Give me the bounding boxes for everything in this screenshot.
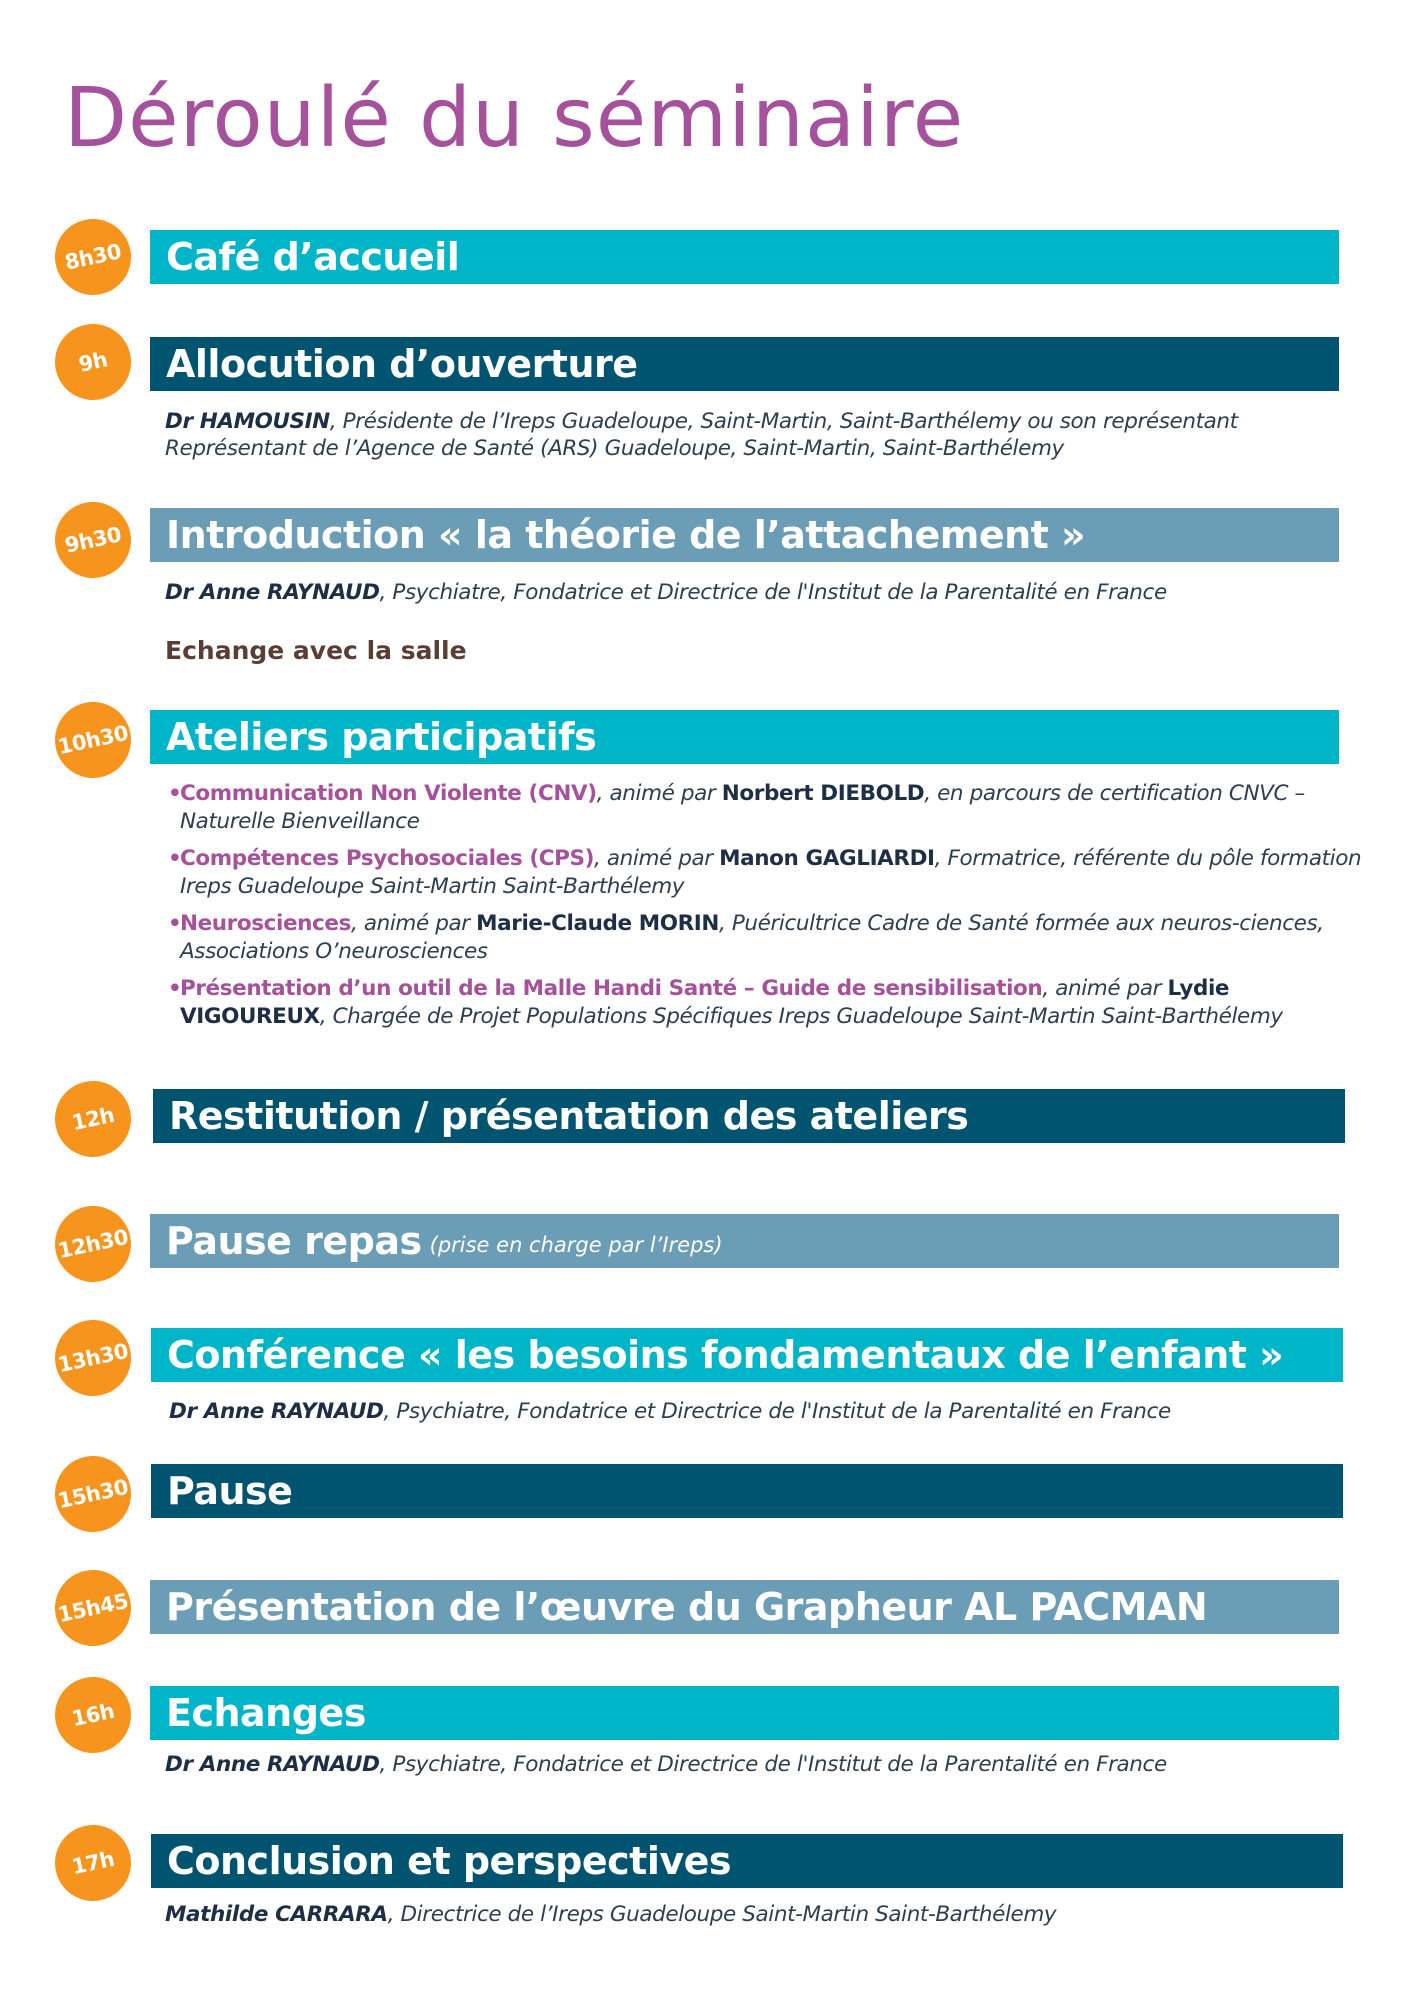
speaker-line <box>165 435 1238 462</box>
session-title-bar <box>151 1464 1343 1518</box>
facilitator-role: , Puéricultrice Cadre de Santé formée aux neuros-ciences, Associations O’neurosciences <box>180 911 1324 964</box>
facilitator-role: , Chargée de Projet Populations Spécifiques Ireps Guadeloupe Saint-Martin Saint-Barthélemy <box>319 1004 1283 1029</box>
session-title: Echanges <box>166 1691 366 1735</box>
workshop-list <box>168 780 1378 1040</box>
speaker-role: , Psychiatre, Fondatrice et Directrice de l'Institut de la Parentalité en France <box>383 1399 1171 1424</box>
speaker-name: Mathilde CARRARA <box>165 1902 388 1927</box>
session-title: Pause <box>167 1469 293 1513</box>
session-title: Conclusion et perspectives <box>167 1839 732 1883</box>
bullet-icon: • <box>168 846 182 871</box>
session-title: Restitution / présentation des ateliers <box>169 1094 969 1138</box>
animated-by: , animé par <box>594 846 720 871</box>
session-title-bar <box>150 508 1339 562</box>
session-title-bar <box>150 710 1339 764</box>
session-title: Café d’accueil <box>166 235 460 279</box>
speaker-info <box>165 1751 1167 1778</box>
animated-by: , animé par <box>350 911 477 936</box>
workshop-item <box>168 845 1378 901</box>
bullet-icon: • <box>168 781 182 806</box>
speaker-role: , Présidente de l’Ireps Guadeloupe, Saint-Martin, Saint-Barthélemy ou son représentant <box>329 409 1238 434</box>
time-badge: 9h30 <box>48 495 138 585</box>
workshop-name: Communication Non Violente (CNV) <box>180 781 597 806</box>
session-title-bar <box>150 1214 1339 1268</box>
session-title-bar <box>151 1834 1343 1888</box>
session-title-bar <box>150 1580 1339 1634</box>
facilitator-name: Norbert DIEBOLD <box>721 781 925 806</box>
time-badge: 15h45 <box>48 1563 138 1653</box>
time-badge: 13h30 <box>48 1313 138 1403</box>
session-subtitle: (prise en charge par l’Ireps) <box>429 1233 723 1257</box>
workshop-name: Compétences Psychosociales (CPS) <box>180 846 595 871</box>
speaker-name: Dr Anne RAYNAUD <box>169 1399 384 1424</box>
speaker-info <box>165 1901 1056 1928</box>
workshop-item <box>168 910 1378 966</box>
speaker-name: Dr HAMOUSIN <box>165 409 330 434</box>
session-title: Ateliers participatifs <box>166 715 597 759</box>
time-badge: 8h30 <box>48 212 138 302</box>
session-title: Pause repas <box>166 1219 422 1263</box>
speaker-role: , Psychiatre, Fondatrice et Directrice de l'Institut de la Parentalité en France <box>379 1752 1167 1777</box>
facilitator-role: , en parcours de certification CNVC – Naturelle Bienveillance <box>180 781 1305 834</box>
facilitator-name: Marie-Claude MORIN <box>476 911 719 936</box>
time-badge: 12h30 <box>48 1199 138 1289</box>
speaker-name: Dr Anne RAYNAUD <box>165 580 380 605</box>
time-badge: 10h30 <box>48 695 138 785</box>
workshop-name: Présentation d’un outil de la Malle Handi Santé – Guide de sensibilisation <box>180 976 1043 1001</box>
animated-by: , animé par <box>596 781 722 806</box>
speaker-info <box>165 579 1167 606</box>
time-badge: 16h <box>48 1670 138 1760</box>
session-title-bar <box>151 1328 1343 1382</box>
workshop-item <box>168 975 1378 1031</box>
time-badge: 17h <box>48 1818 138 1908</box>
session-title: Allocution d’ouverture <box>166 342 638 386</box>
bullet-icon: • <box>168 976 182 1001</box>
session-title-bar <box>150 337 1339 391</box>
facilitator-name: Lydie VIGOUREUX <box>180 976 1230 1029</box>
session-title: Présentation de l’œuvre du Grapheur AL PACMAN <box>166 1585 1208 1629</box>
speaker-info <box>165 408 1238 462</box>
session-title-bar <box>150 230 1339 284</box>
speaker-role: , Directrice de l’Ireps Guadeloupe Saint-Martin Saint-Barthélemy <box>387 1902 1057 1927</box>
bullet-icon: • <box>168 911 182 936</box>
speaker-role: , Psychiatre, Fondatrice et Directrice de l'Institut de la Parentalité en France <box>379 580 1167 605</box>
exchange-note: Echange avec la salle <box>165 636 467 665</box>
workshop-name: Neurosciences <box>180 911 351 936</box>
speaker-role: Représentant de l’Agence de Santé (ARS) Guadeloupe, Saint-Martin, Saint-Barthélemy <box>165 436 1064 461</box>
session-title: Conférence « les besoins fondamentaux de l’enfant » <box>167 1333 1284 1377</box>
page-title: Déroulé du séminaire <box>64 71 965 166</box>
session-title: Introduction « la théorie de l’attachement » <box>166 513 1086 557</box>
workshop-item <box>168 780 1378 836</box>
time-badge: 9h <box>48 317 138 407</box>
speaker-name: Dr Anne RAYNAUD <box>165 1752 380 1777</box>
session-title-bar <box>150 1686 1339 1740</box>
session-title-bar <box>153 1089 1345 1143</box>
facilitator-role: , Formatrice, référente du pôle formation Ireps Guadeloupe Saint-Martin Saint-Barthélemy <box>180 846 1362 899</box>
speaker-info <box>169 1398 1171 1425</box>
animated-by: , animé par <box>1042 976 1168 1001</box>
time-badge: 12h <box>48 1074 138 1164</box>
facilitator-name: Manon GAGLIARDI <box>719 846 935 871</box>
speaker-line <box>165 408 1238 435</box>
time-badge: 15h30 <box>48 1449 138 1539</box>
